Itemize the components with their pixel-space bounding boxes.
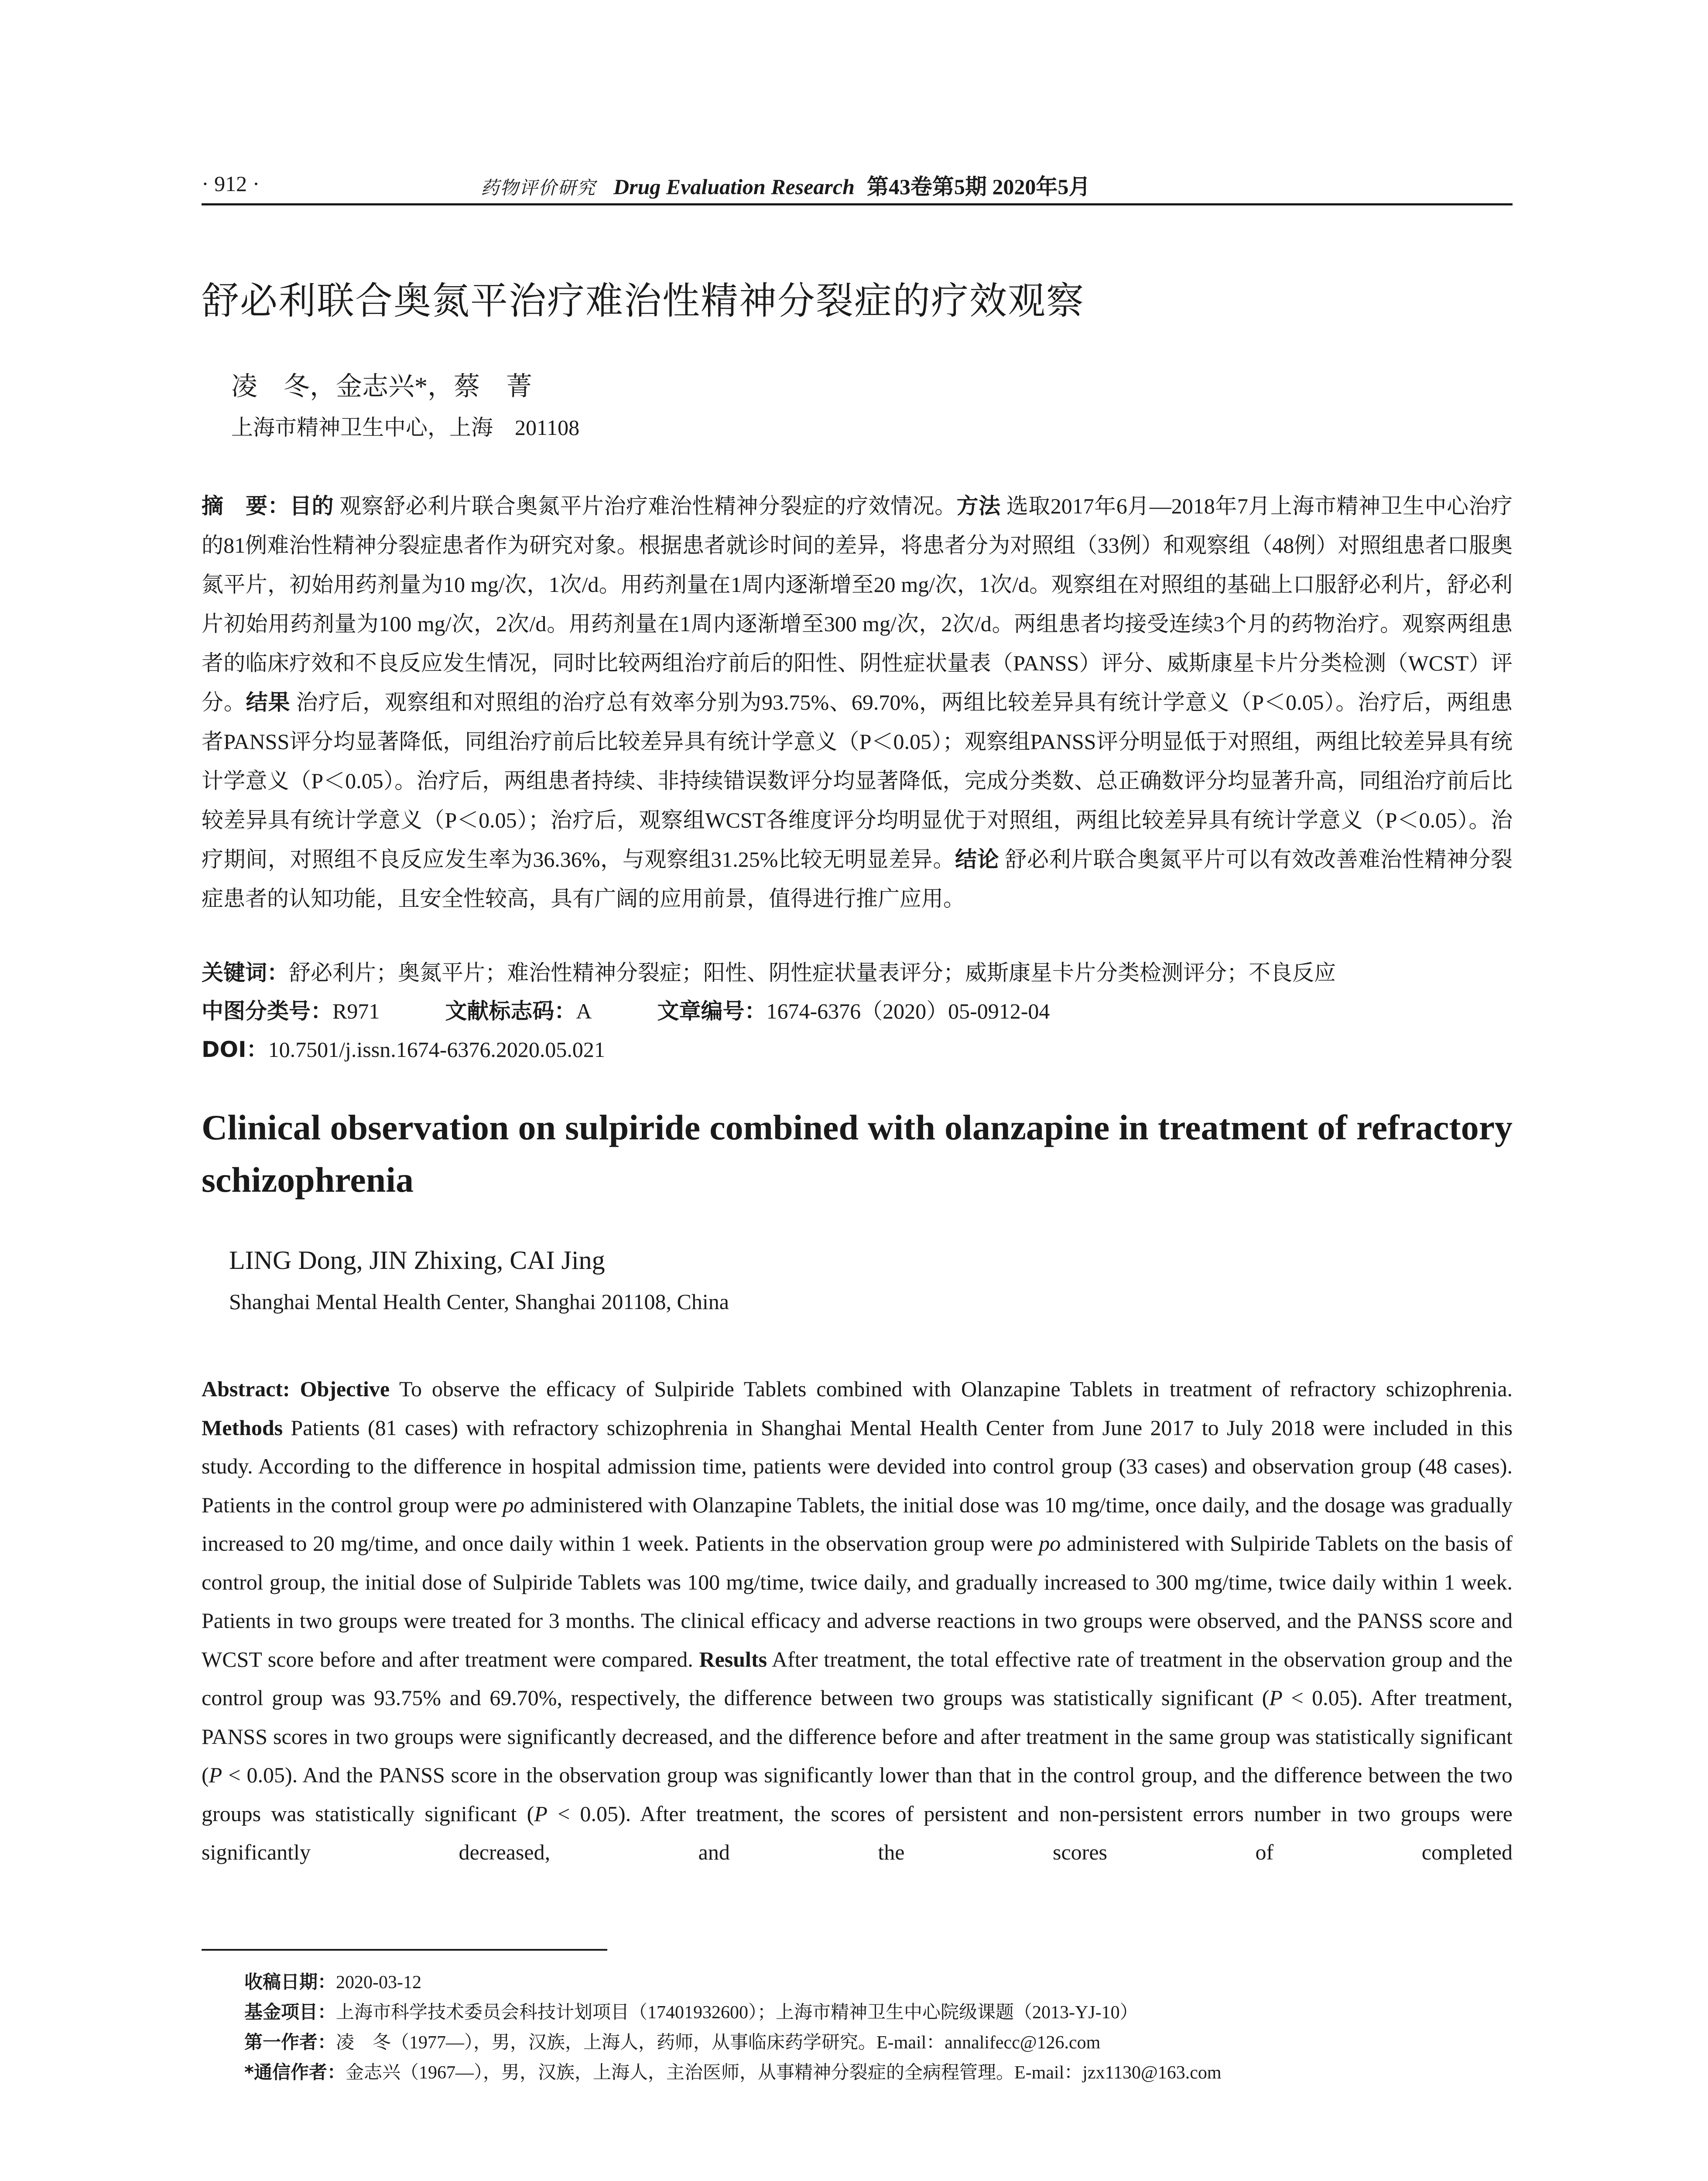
conclusion-label-cn: 结论 — [955, 847, 999, 872]
footnote-fund — [244, 1997, 1222, 2027]
keywords-label: 关键词： — [202, 960, 289, 985]
first-author-label: 第一作者： — [244, 2031, 336, 2053]
article-no-value: 1674-6376（2020）05-0912-04 — [766, 999, 1050, 1023]
conclusion-text-cn: 舒必利片联合奥氮平片可以有效改善难治性精神分裂症患者的认知功能，且安全性较高，具有广阔的应用前景，值得进行推广应用。 — [202, 847, 1513, 911]
first-author-text: 凌 冬（1977—），男，汉族，上海人，药师，从事临床药学研究。E-mail：annalifecc@126.com — [336, 2033, 1101, 2053]
methods-text-en-3: administered with Sulpiride Tablets on the basis of control group, the initial dose of Sulpiride Tablets was 100 mg/time, twice daily, and gradually increased to 300 mg/time, twice daily within 1 week. Patients in two groups were treated for 3 months. The clinical efficacy and adverse reactions in two groups were observed, and the PANSS score and WCST score before and after treatment were compared. — [202, 1531, 1513, 1672]
doi-label: DOI： — [202, 1037, 268, 1062]
doi-line — [202, 1032, 1513, 1063]
affiliation-en: Shanghai Mental Health Center, Shanghai 201108, China — [229, 1289, 729, 1314]
abstract-label-en: Abstract: — [202, 1377, 290, 1401]
results-text-cn: 治疗后，观察组和对照组的治疗总有效率分别为93.75%、69.70%，两组比较差异具有统计学意义（P＜0.05）。治疗后，两组患者PANSS评分均显著降低，同组治疗前后比较差异具有统计学意义（P＜0.05）；观察组PANSS评分明显低于对照组，两组比较差异具有统计学意义（P＜0.05）。治疗后，两组患者持续、非持续错误数评分均显著降低，完成分类数、总正确数评分均显著升高，同组治疗前后比较差异具有统计学意义（P＜0.05）；治疗后，观察组WCST各维度评分均明显优于对照组，两组比较差异具有统计学意义（P＜0.05）。治疗期间，对照组不良反应发生率为36.36%，与观察组31.25%比较无明显差异。 — [202, 690, 1513, 872]
p-symbol: P — [534, 1801, 548, 1826]
keywords-cn — [202, 955, 1513, 987]
header-divider — [202, 203, 1513, 205]
clc-value: R971 — [332, 999, 380, 1023]
corr-author-text: 金志兴（1967—），男，汉族，上海人，主治医师，从事精神分裂症的全病程管理。E-mail：jzx1130@163.com — [345, 2063, 1222, 2083]
running-header — [202, 168, 1513, 202]
results-text-en-1: After treatment, the total effective rate of treatment in the observation group and the control group was 93.75% and 69.70%, respectively, the difference between two groups was statistically significant ( — [202, 1647, 1513, 1710]
footnote-first-author — [244, 2027, 1222, 2058]
footnote-divider — [202, 1949, 607, 1951]
results-text-en-2: < 0.05). After treatment, PANSS scores in two groups were significantly decreased, and the difference before and after treatment in the same group was statistically significant ( — [202, 1685, 1513, 1787]
article-title-cn: 舒必利联合奥氮平治疗难治性精神分裂症的疗效观察 — [202, 279, 1085, 323]
footnotes — [244, 1967, 1222, 2088]
results-label-cn: 结果 — [246, 690, 291, 715]
affiliation-cn: 上海市精神卫生中心，上海 201108 — [231, 415, 580, 440]
fund-label: 基金项目： — [244, 2001, 336, 2023]
p-symbol: P — [209, 1763, 222, 1787]
methods-text-cn: 选取2017年6月—2018年7月上海市精神卫生中心治疗的81例难治性精神分裂症患者作为研究对象。根据患者就诊时间的差异，将患者分为对照组（33例）和观察组（48例）对照组患者口服奥氮平片，初始用药剂量为10 mg/次，1次/d。用药剂量在1周内逐渐增至20 mg/次，1次/d。观察组在对照组的基础上口服舒必利片，舒必利片初始用药剂量为100 mg/次，2次/d。用药剂量在1周内逐渐增至300 mg/次，2次/d。两组患者均接受连续3个月的药物治疗。观察两组患者的临床疗效和不良反应发生情况，同时比较两组治疗前后的阳性、阴性症状量表（PANSS）评分、威斯康星卡片分类检测（WCST）评分。 — [202, 494, 1513, 714]
journal-logo-cn: 药物评价研究 — [481, 178, 596, 198]
po-term: po — [503, 1492, 525, 1517]
abstract-label-cn: 摘 要： — [202, 493, 290, 519]
received-date: 2020-03-12 — [336, 1972, 421, 1993]
article-no-label: 文章编号： — [657, 998, 767, 1024]
methods-text-en-2: administered with Olanzapine Tablets, the initial dose was 10 mg/time, once daily, and the dosage was gradually increased to 20 mg/time, and once daily within 1 week. Patients in the observation group were — [202, 1492, 1513, 1555]
authors-cn: 凌 冬，金志兴*，蔡 菁 — [231, 372, 532, 401]
authors-en: LING Dong, JIN Zhixing, CAI Jing — [229, 1246, 605, 1275]
doi-value[interactable]: 10.7501/j.issn.1674-6376.2020.05.021 — [268, 1037, 605, 1062]
objective-label-cn: 目的 — [290, 493, 334, 519]
doc-code-label: 文献标志码： — [445, 998, 576, 1024]
fund-text: 上海市科学技术委员会科技计划项目（17401932600）；上海市精神卫生中心院级课题（2013-YJ-10） — [336, 2003, 1138, 2023]
doc-code-value: A — [576, 999, 592, 1023]
po-term: po — [1039, 1531, 1061, 1555]
methods-label-en: Methods — [202, 1415, 283, 1440]
methods-text-en-1: Patients (81 cases) with refractory schizophrenia in Shanghai Mental Health Center from June 2017 to July 2018 were included in this study. According to the difference in hospital admission time, patients were devided into control group (33 cases) and observation group (48 cases). Patients in the control group were — [202, 1415, 1513, 1517]
journal-name-en: Drug Evaluation Research — [613, 174, 855, 199]
clc-label: 中图分类号： — [202, 998, 332, 1024]
page-number: · 912 · — [202, 171, 260, 196]
abstract-en — [202, 1370, 1513, 1872]
footnote-received — [244, 1967, 1222, 1997]
results-text-en-3: < 0.05). And the PANSS score in the observation group was significantly lower than that in the control group, and the difference between the two groups was statistically significant ( — [202, 1763, 1513, 1826]
classification-line — [202, 994, 1513, 1025]
keywords-text: 舒必利片；奥氮平片；难治性精神分裂症；阳性、阴性症状量表评分；威斯康星卡片分类检测评分；不良反应 — [289, 961, 1336, 985]
abstract-cn — [202, 486, 1513, 918]
footnote-corresponding-author — [244, 2058, 1222, 2088]
received-label: 收稿日期： — [244, 1971, 336, 1993]
journal-issue: 第43卷第5期 2020年5月 — [866, 174, 1091, 199]
results-label-en: Results — [699, 1647, 767, 1672]
objective-label-en: Objective — [300, 1377, 390, 1401]
corr-author-label: *通信作者： — [244, 2061, 346, 2083]
results-text-en-4: < 0.05). After treatment, the scores of persistent and non-persistent errors number in two groups were significantly decreased, and the scores of completed — [202, 1801, 1513, 1864]
objective-text-en: To observe the efficacy of Sulpiride Tablets combined with Olanzapine Tablets in treatment of refractory schizophrenia. — [390, 1377, 1513, 1401]
journal-info — [481, 169, 1090, 201]
methods-label-cn: 方法 — [956, 493, 1001, 519]
p-symbol: P — [1269, 1685, 1283, 1710]
objective-text-cn: 观察舒必利片联合奥氮平片治疗难治性精神分裂症的疗效情况。 — [334, 494, 957, 518]
article-title-en: Clinical observation on sulpiride combined with olanzapine in treatment of refractory schizophrenia — [202, 1108, 1513, 1200]
